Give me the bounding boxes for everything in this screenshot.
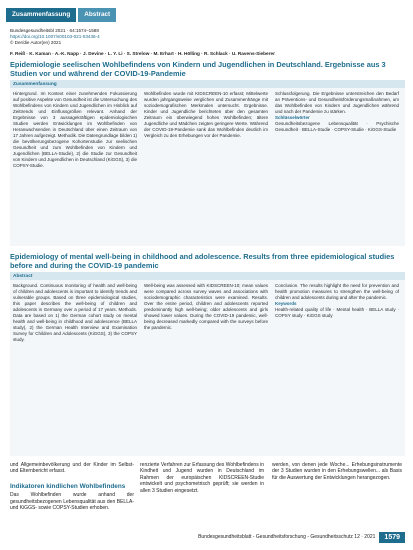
body-column-1: [10, 462, 134, 522]
title-german: Epidemiologie seelischen Wohlbefindens von Kindern und Jugendlichen in Deutschland. Ergebnisse aus 3 Studien vor und während der COVID-19-Pandemie: [10, 60, 386, 78]
section-heading-indicators: Indikatoren kindlichen Wohlbefindens: [10, 482, 126, 490]
doi-link[interactable]: https://doi.org/10.1007/s00103-021-03436-4: [10, 34, 100, 39]
author-list: F. Reiß · K. Kaman · A.-K. Napp · J. Devine · L. Y. Li · S. Strelow · M. Erhart · H. Hölling · R. Schlack · U. Ravens-Sieberer: [10, 51, 275, 56]
citation-line: Bundesgesundheitsbl 2021 · 64:1574–1588: [10, 28, 99, 33]
page-footer: [10, 530, 405, 544]
copyright-line: © Der/die Autor(en) 2021: [10, 40, 62, 45]
abstract-de-header: Zusammenfassung: [10, 80, 405, 88]
keywords-de: Gesundheitsbezogene Lebensqualität · Psychische Gesundheit · BELLA-Studie · COPSY-Studie · KiGGS-Studie: [275, 121, 399, 132]
abstract-en-conclusion: Conclusion. The results highlight the need for prevention and health promotion measures to strengthen the well-being of children and adolescents during and after the pandemic.: [275, 283, 399, 300]
section-tabs: [6, 8, 118, 22]
abstract-de-conclusion: Schlussfolgerung. Die Ergebnisse unterstreichen den Bedarf an Präventions- und Gesundheitsförderungsmaßnahmen, um das Wohlbefinden von Kindern und Jugendlichen während und nach der Pandemie zu stärken.: [275, 91, 399, 114]
tab-zusammenfassung[interactable]: Zusammenfassung: [6, 8, 76, 22]
keywords-de-label: Schlüsselwörter: [275, 115, 310, 120]
abstract-en-col-1: Background. Continuous monitoring of health and well-being of children and adolescents is important to identify trends and vulnerable groups. Based on three epidemiological studies, this paper describes the well-being of children and adolescents in Germany over a period of 17 years. Methods. Data are based on 1) the German cohort study on mental health and well-being in childhood and adolescence (BELLA study), 2) the German Health Interview and Examination Survey for Children and Adolescents (KiGGS), 3) the COPSY study.: [13, 283, 137, 342]
article-meta: [10, 28, 405, 46]
abstract-en-col-2: Well-being was assessed with KIDSCREEN-10; mean values were compared across survey waves and associations with sociodemographic characteristics were examined. Results. Over the entire period, children and adolescents reported predominantly high well-being; older adolescents and girls showed lower values. During the COVID-19 pandemic, well-being decreased markedly compared with the surveys before the pandemic.: [144, 283, 268, 330]
abstract-de-col-1: Hintergrund. Im Kontext einer zunehmenden Fokussierung auf positive Aspekte von Gesundheit ist die Untersuchung des Wohlbefindens von Kindern und Jugendlichen im Hinblick auf Zeittrends und Einflussgrößen relevant. Anhand der Ergebnisse von 3 aussagekräftigen epidemiologischen Studien werden Entwicklungen im Wohlbefinden von Heranwachsenden in Deutschland über einen Zeitraum von 17 Jahren aufgezeigt. Methodik. Die Datengrundlage bilden 1) die bevölkerungsbezogene Kohortenstudie zur seelischen Gesundheit und zum Wohlbefinden von Kindern und Jugendlichen (BELLA-Studie), 2) die Studie zur Gesundheit von Kindern und Jugendlichen in Deutschland (KiGGS), 3) die COPSY-Studie.: [13, 91, 137, 168]
abstract-de-col-2: Wohlbefinden wurde mit KIDSCREEN-10 erfasst; Mittelwerte wurden jahrgangsweise verglichen und Zusammenhänge mit soziodemografischen Merkmalen untersucht. Ergebnisse. Kinder und Jugendliche berichteten über den gesamten Zeitraum ein überwiegend hohes Wohlbefinden; ältere Jugendliche und Mädchen zeigten geringere Werte. Während der COVID-19-Pandemie sank das Wohlbefinden deutlich im Vergleich zu den Erhebungen vor der Pandemie.: [144, 91, 268, 138]
title-english: Epidemiology of mental well-being in childhood and adolescence. Results from three epidemiological studies before and during the COVID-19 pandemic: [10, 252, 395, 270]
page-number: 1579: [379, 532, 405, 543]
journal-name: Bundesgesundheitsblatt - Gesundheitsforschung - Gesundheitsschutz 12 · 2021: [198, 534, 376, 540]
body-text-1: und Allgemeinbevölkerung und der Kinder im Selbst- und Elternbericht erfasst.: [10, 462, 134, 475]
tab-abstract[interactable]: Abstract: [78, 8, 116, 22]
abstract-en-header: Abstract: [10, 272, 405, 280]
body-column-3: werden, von denen jede Woche... Erhebungsinstrumente der 3 Studien wurden in den Erhebungswellen... als Basis für die Auswertung der Entwicklungen herangezogen.: [272, 462, 402, 481]
body-column-2: renzierte Verfahren zur Erfassung des Wohlbefindens in Kindheit und Jugend wurden in Deutschland im Rahmen der europäischen KIDSCREEN-Studie entwickelt und psychometrisch geprüft; sie werden in allen 3 Studien eingesetzt.: [140, 462, 264, 494]
abstract-de-box: [10, 88, 405, 246]
body-text-1b: Das Wohlbefinden wurde anhand der gesundheitsbezogenen Lebensqualität aus den BELLA- und KiGGS- sowie COPSY-Studien erhoben.: [10, 492, 134, 512]
abstract-en-box: [10, 280, 405, 456]
abstract-en-col-3: [275, 283, 399, 453]
keywords-en: Health-related quality of life · Mental health · BELLA study · COPSY study · KiGGS study: [275, 307, 399, 318]
abstract-de-col-3: [275, 91, 399, 243]
keywords-en-label: Keywords: [275, 301, 297, 306]
